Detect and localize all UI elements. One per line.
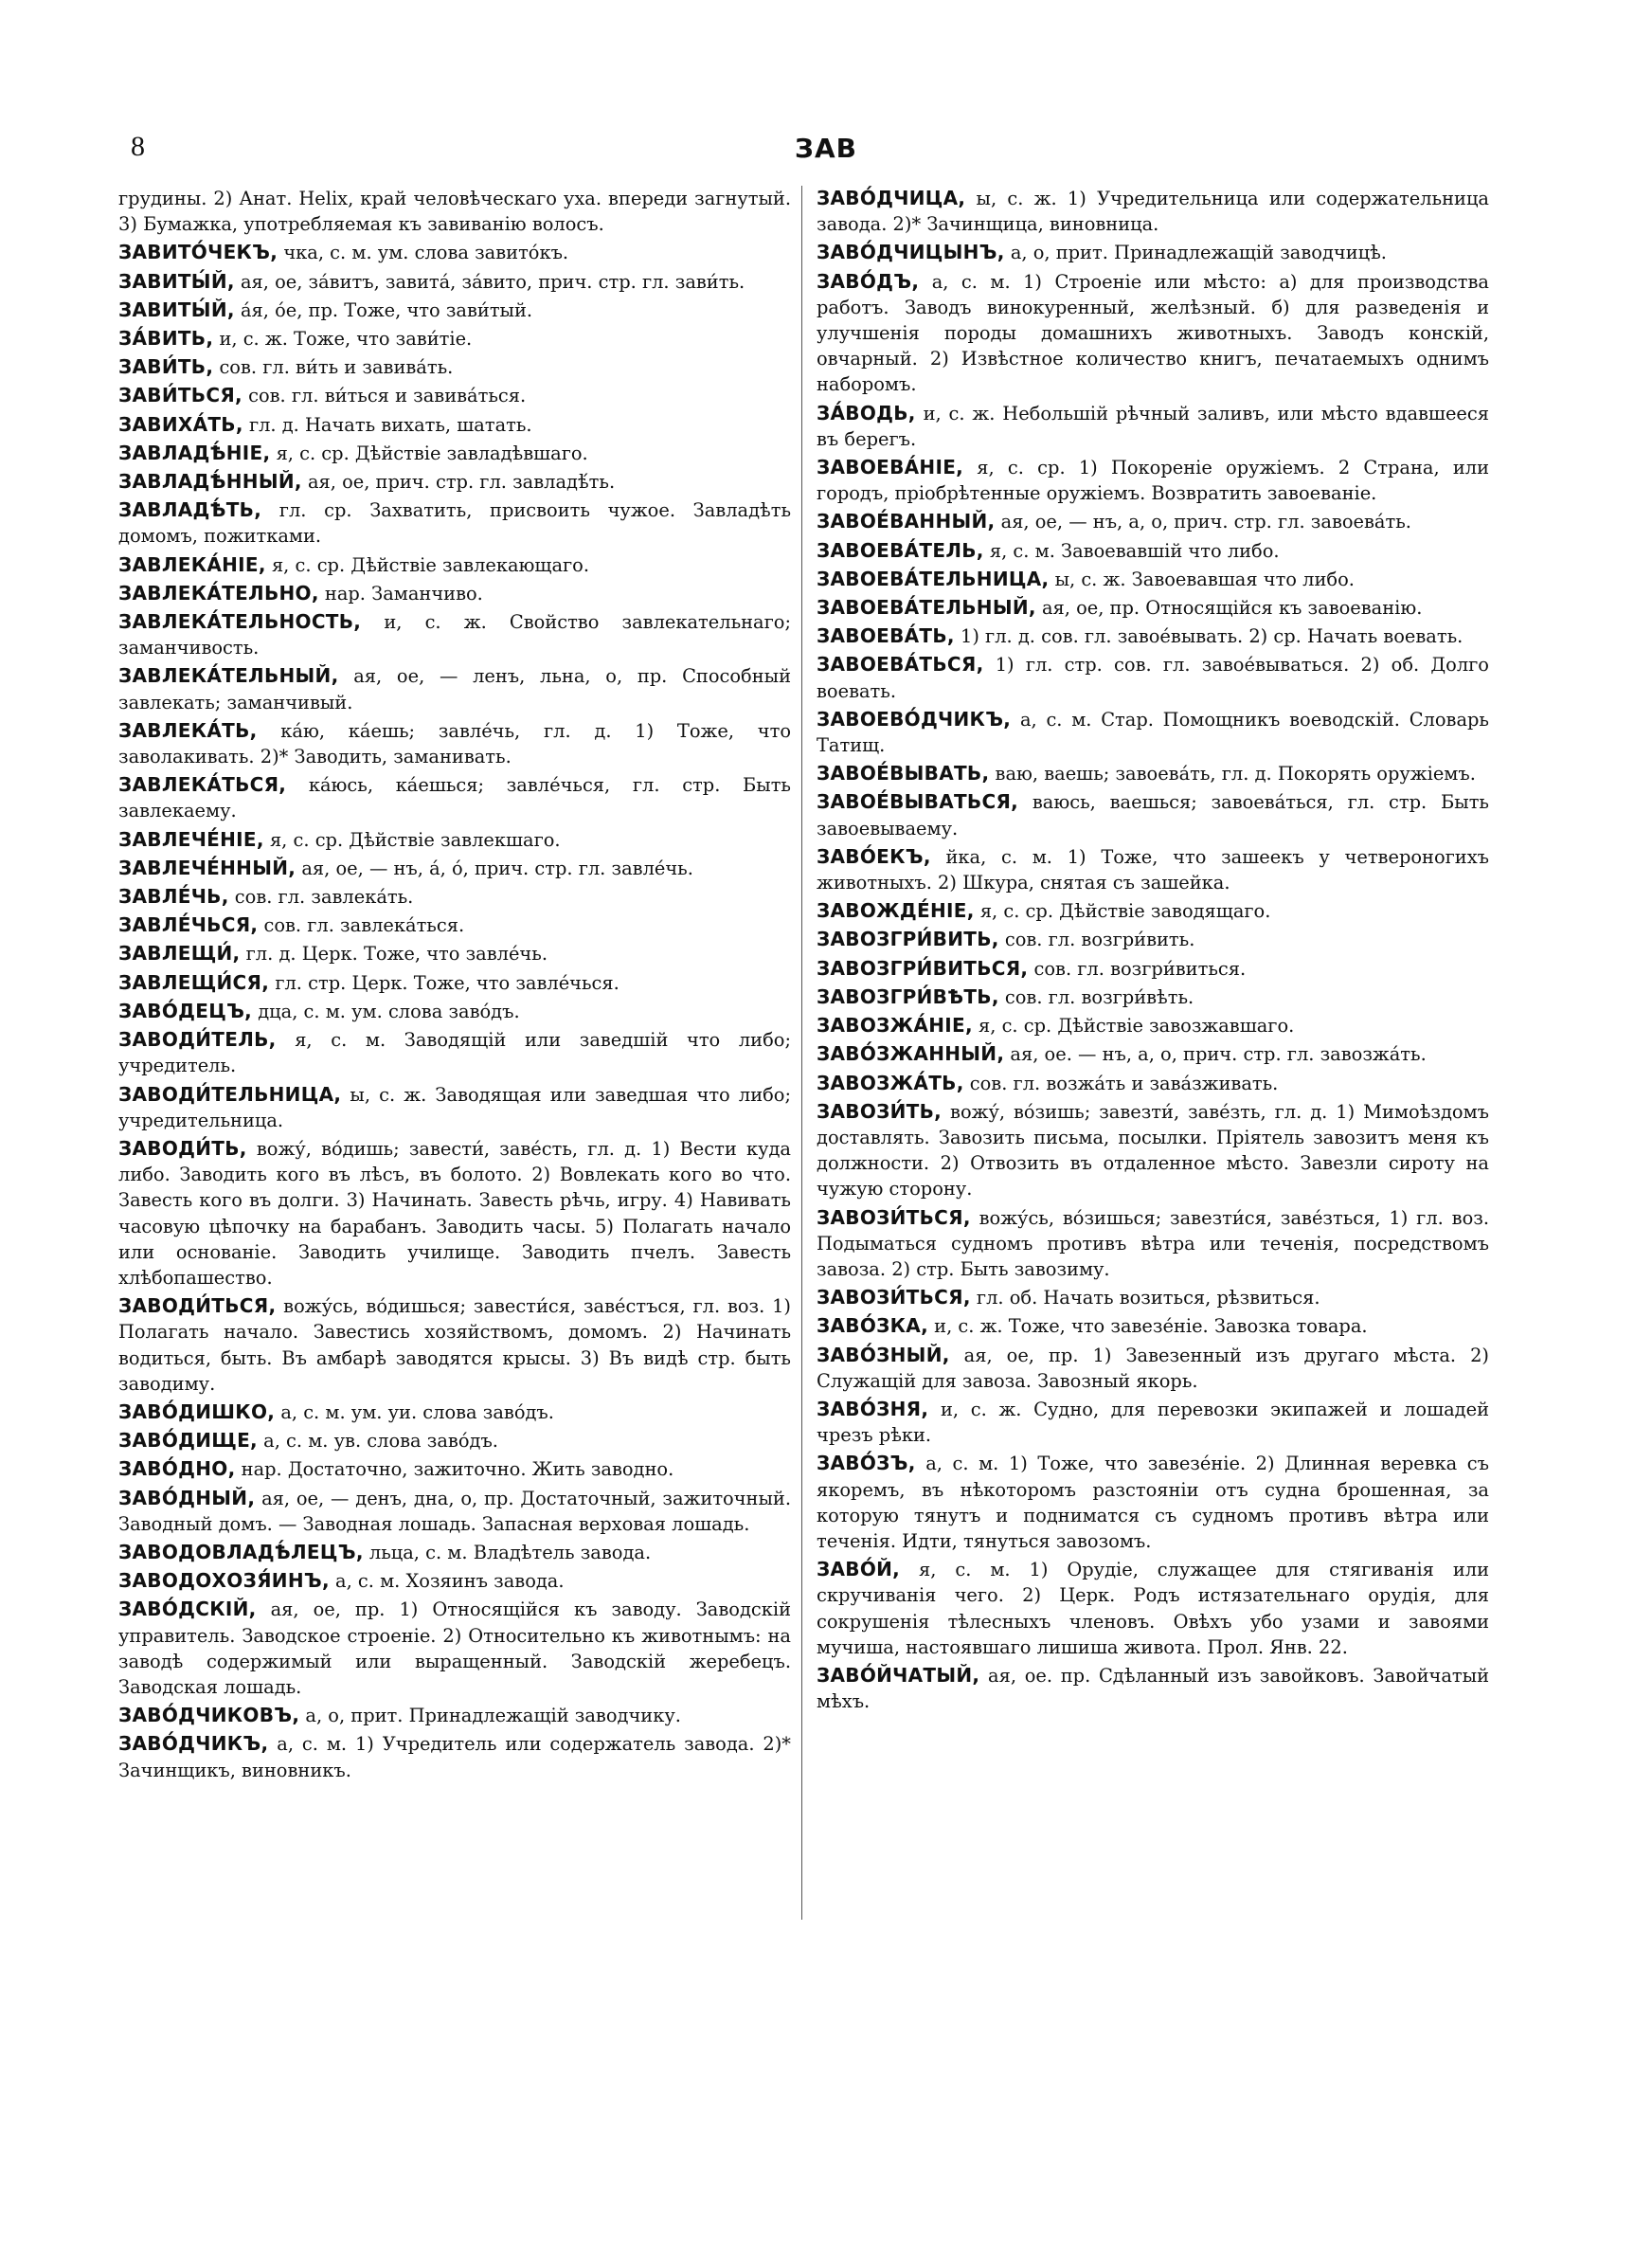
entry-headword: ЗАВИ́ТЬСЯ, [118,384,242,407]
entry-headword: ЗАВОЗИ́ТЬСЯ, [817,1205,971,1229]
entry-definition: ая, ое, — ленъ, льна, о, пр. Способный завлекать; заманчивый. [118,665,791,713]
entry-definition: сов. гл. ви́ть и завива́ть. [219,356,454,379]
entry-headword: ЗАВИТЫ́Й, [118,298,235,321]
entry-definition: нар. Достаточно, зажиточно. Жить заводно. [241,1458,674,1481]
entry-definition: дца, с. м. ум. слова заво́дъ. [258,1000,520,1022]
entry-headword: ЗАВОЗГРИ́ВѢТЬ, [817,984,999,1008]
entry-definition: я, с. ср. 1) Покореніе оружіемъ. 2 Страна, или городъ, пріобрѣтенные оружіемъ. Возвратить завоеваніе. [817,457,1489,505]
dictionary-entry [118,1731,791,1782]
entry-headword: ЗАВО́ЗНЫЙ, [817,1343,950,1366]
entry-headword: ЗАВЛЕКА́ТЬСЯ, [118,773,287,797]
entry-headword: ЗАВО́ЙЧАТЫЙ, [817,1663,980,1687]
entry-headword: ЗАВОЗЖА́ТЬ, [817,1071,964,1094]
dictionary-entry [817,652,1489,703]
entry-definition: ая, ое. — нъ, а, о, прич. стр. гл. завозжа́ть. [1010,1043,1427,1066]
entry-definition: гл. об. Начать возиться, рѣзвиться. [976,1287,1320,1309]
entry-headword: ЗАВО́ДНО, [118,1457,236,1481]
dictionary-entry [817,956,1489,982]
entry-headword: ЗАВОДИ́ТЬ, [118,1136,247,1160]
entry-headword: ЗАВЛАДѢ́ТЬ, [118,498,262,522]
entry-definition: сов. гл. завлека́ть. [234,886,414,909]
entry-definition: гл. д. Церк. Тоже, что завле́чь. [245,943,548,966]
entry-definition: вожу́сь, во́зишься; завезти́ся, заве́зться, 1) гл. воз. Подыматься судномъ противъ вѣтра или теченія, посредствомъ завоза. 2) стр. Быть завозиму. [817,1206,1489,1280]
entry-definition: ка́юсь, ка́ешься; завле́чься, гл. стр. Быть завлекаему. [118,774,791,822]
entry-headword: ЗАВОДОХОЗЯ́ИНЪ, [118,1569,330,1593]
entry-definition: ая, ое, за́витъ, завита́, за́вито, прич. стр. гл. зави́ть. [240,270,745,293]
dictionary-entry [817,1285,1489,1310]
entry-definition: ая, ое, — нъ, а, о, прич. стр. гл. завоева́ть. [1000,511,1411,533]
entry-definition: я, с. м. Завоевавшій что либо. [989,539,1280,562]
entry-definition: сов. гл. завлека́ться. [263,914,465,937]
dictionary-entry [817,1557,1489,1660]
entry-definition: сов. гл. возгри́вить. [1004,929,1195,951]
entry-headword: ЗАВО́ДЪ, [817,269,920,293]
dictionary-entry [118,772,791,823]
entry-headword: ЗАВО́ДЧИЦА, [817,187,966,209]
dictionary-entry [817,761,1489,786]
dictionary-entry [118,354,791,380]
entry-definition: и, с. ж. Свойство завлекательнаго; заманчивость. [118,611,791,659]
dictionary-entry [118,827,791,853]
dictionary-entry [118,412,791,438]
dictionary-entry [118,326,791,352]
dictionary-entry [118,240,791,265]
entry-headword: ЗАВОЗИ́ТЬ, [817,1099,943,1123]
entry-headword: ЗАВО́ДЕЦЪ, [118,999,253,1022]
entry-definition: 1) гл. стр. сов. гл. завое́вываться. 2) об. Долго воевать. [817,654,1489,702]
dictionary-entry [118,999,791,1024]
dictionary-entry [817,1013,1489,1038]
entry-headword: ЗАВЛЕ́ЧЬ, [118,885,229,909]
dictionary-entry [118,609,791,660]
entry-definition: а, о, прит. Принадлежащій заводчицѣ. [1010,242,1387,264]
right-column [817,186,1489,1717]
entry-definition: ы, с. ж. Завоевавшая что либо. [1054,568,1355,590]
dictionary-entry [817,898,1489,924]
dictionary-entry [118,298,791,323]
dictionary-entry [817,538,1489,564]
entry-headword: ЗАВИХА́ТЬ, [118,412,243,436]
entry-headword: ЗАВОЕВА́ТЕЛЬ, [817,538,984,562]
entry-headword: ЗАВОЗГРИ́ВИТЬ, [817,928,999,951]
dictionary-entry [817,1451,1489,1554]
entry-definition: а, с. м. Стар. Помощникъ воеводскій. Словарь Татищ. [817,708,1489,757]
entry-headword: ЗАВЛЕКА́НІЕ, [118,552,266,576]
entry-headword: ЗАВО́ЕКЪ, [817,844,931,868]
entry-definition: я, с. ср. Дѣйствіе заводящаго. [979,900,1271,923]
entry-definition: 1) гл. д. сов. гл. завое́вывать. 2) ср. Начать воевать. [960,625,1463,648]
dictionary-entry [118,1027,791,1078]
dictionary-entry [118,1456,791,1482]
entry-definition: я, с. м. 1) Орудіе, служащее для стягиванія или скручиванія чего. 2) Церк. Родъ истязательнаго орудія, для сокрушенія тѣлесныхъ членовъ. Овѣхъ убо узами и завоями мучиша, настоявшаго лишиша живота. Прол. Янв. 22. [817,1559,1489,1658]
entry-headword: ЗАВОЕ́ВЫВАТЬ, [817,762,990,785]
entry-definition: гл. стр. Церк. Тоже, что завле́чься. [275,971,620,994]
dictionary-entry [817,401,1489,452]
entry-headword: ЗАВИТЫ́Й, [118,269,235,293]
dictionary-entry [118,497,791,549]
dictionary-entry [817,707,1489,758]
entry-headword: ЗАВОДИ́ТЬСЯ, [118,1294,277,1318]
entry-headword: ЗА́ВИТЬ, [118,327,214,351]
entry-definition: гл. д. Начать вихать, шатать. [248,413,532,436]
entry-definition: вожу́, во́зишь; завезти́, заве́зть, гл. д. 1) Мимоѣздомъ доставлять. Завозить письма, посылки. Пріятель завозитъ меня къ должности. 2) Отвозить въ отдаленное мѣсто. Завезли сироту на чужую сторону. [817,1100,1489,1201]
entry-definition: а, с. м. 1) Тоже, что завезе́ніе. 2) Длинная веревка съ якоремъ, въ нѣкоторомъ разстояніи отъ судна брошенная, за которую тянутъ и подниматся съ судномъ противъ вѣтра или теченія. Идти, тянуться завозомъ. [817,1453,1489,1552]
entry-headword: ЗАВОЕВА́ТЬСЯ, [817,653,984,677]
entry-headword: ЗАВОЗЖА́НІЕ, [817,1014,973,1038]
entry-headword: ЗА́ВОДЬ, [817,401,916,424]
entry-headword: ЗАВОЕВО́ДЧИКЪ, [817,707,1012,731]
dictionary-entry [118,383,791,408]
entry-headword: ЗАВОДОВЛАДѢ́ЛЕЦЪ, [118,1540,364,1563]
dictionary-entry [817,567,1489,592]
entry-headword: ЗАВЛЕКА́ТЬ, [118,718,258,742]
dictionary-entry [118,1293,791,1397]
entry-headword: ЗАВЛАДѢ́НІЕ, [118,441,271,464]
dictionary-entry [817,844,1489,895]
entry-definition: я, с. м. Заводящій или заведшій что либо; учредитель. [118,1029,791,1077]
entry-definition: ы, с. ж. Заводящая или заведшая что либо; учредительница. [118,1083,791,1131]
entry-definition: я, с. ср. Дѣйствіе завладѣвшаго. [276,442,588,464]
dictionary-entry [118,856,791,881]
entry-definition: вожу́сь, во́дишься; завести́ся, заве́стъся, гл. воз. 1) Полагать начало. Завестись хозяйствомъ, домомъ. 2) Начинать водиться, быть. Въ амбарѣ заводятся крысы. 3) Въ видѣ стр. быть заводиму. [118,1295,791,1395]
dictionary-entry [817,509,1489,534]
entry-definition: а, с. м. ум. уи. слова заво́дъ. [280,1400,554,1423]
dictionary-entry [118,1136,791,1291]
entry-headword: ЗАВО́ДИЩЕ, [118,1429,258,1453]
entry-definition: йка, с. м. 1) Тоже, что зашеекъ у четвероногихъ животныхъ. 2) Шкура, снятая съ зашейка. [817,845,1489,894]
entry-headword: ЗАВЛЕЩИ́, [118,942,241,966]
entry-headword: ЗАВО́ДИШКО, [118,1399,276,1423]
dictionary-entry [817,623,1489,649]
entry-headword: ЗАВОДИ́ТЕЛЬНИЦА, [118,1082,342,1106]
dictionary-entry [118,718,791,769]
dictionary-entry [817,1071,1489,1096]
entry-definition: и, с. ж. Тоже, что завезе́ніе. Завозка товара. [934,1315,1368,1338]
dictionary-entry [118,441,791,466]
entry-definition: а, о, прит. Принадлежащій заводчику. [305,1705,681,1727]
entry-definition: и, с. ж. Судно, для перевозки экипажей и лошадей чрезъ рѣки. [817,1398,1490,1447]
entry-headword: ЗАВО́ЗЪ, [817,1452,916,1475]
dictionary-entry [118,941,791,966]
entry-definition: а́я, о́е, пр. Тоже, что зави́тый. [240,298,533,321]
entry-definition: ваюсь, ваешься; завоева́ться, гл. стр. Быть завоевываему. [817,791,1489,840]
dictionary-entry [118,186,791,237]
entry-headword: ЗАВЛЕЧЕ́ННЫЙ, [118,856,296,879]
entry-headword: ЗАВЛЕКА́ТЕЛЬНЫЙ, [118,664,339,688]
dictionary-entry [118,469,791,495]
dictionary-entry [817,186,1489,237]
dictionary-entry [817,269,1489,398]
entry-definition: я, с. ср. Дѣйствіе завозжавшаго. [979,1015,1295,1038]
entry-definition: сов. гл. возгри́виться. [1033,957,1247,980]
entry-headword: ЗАВОЗИ́ТЬСЯ, [817,1286,971,1309]
entry-definition: ы, с. ж. 1) Учредительница или содержательница завода. 2)* Зачинщица, виновница. [817,188,1489,236]
entry-definition: сов. гл. возжа́ть и зава́зживать. [969,1072,1279,1094]
entry-headword: ЗАВЛЕКА́ТЕЛЬНОСТЬ, [118,610,362,634]
entry-definition: я, с. ср. Дѣйствіе завлекшаго. [269,828,561,851]
column-divider [801,186,802,1920]
entry-definition: чка, с. м. ум. слова завито́къ. [283,242,569,264]
dictionary-entry [817,1397,1489,1448]
entry-headword: ЗАВОЕВА́ТЕЛЬНЫЙ, [817,596,1036,620]
entry-headword: ЗАВО́ДЧИКОВЪ, [118,1704,300,1727]
dictionary-entry [118,1597,791,1700]
entry-definition: ая, ое, прич. стр. гл. завладѣ́ть. [307,471,616,494]
entry-definition: я, с. ср. Дѣйствіе завлекающаго. [271,553,590,576]
dictionary-entry [817,1041,1489,1067]
entry-headword: ЗАВЛЕЩИ́СЯ, [118,970,270,994]
dictionary-entry [118,1428,791,1454]
dictionary-entry [817,1313,1489,1339]
entry-definition: и, с. ж. Тоже, что зави́тіе. [219,328,473,351]
dictionary-entry [118,912,791,938]
dictionary-entry [118,663,791,714]
entry-definition: ая, ое, — денъ, дна, о, пр. Достаточный, зажиточный. Заводный домъ. — Заводная лошадь. Запасная верховая лошадь. [118,1487,791,1535]
entry-headword: ЗАВО́ДЧИКЪ, [118,1732,269,1756]
entry-definition: а, с. м. Хозяинъ завода. [335,1570,565,1593]
entry-headword: ЗАВОЕ́ВЫВАТЬСЯ, [817,790,1019,814]
dictionary-entry [817,455,1489,506]
entry-headword: ЗАВО́ДЧИЦЫНЪ, [817,241,1005,264]
entry-definition: ая, ое, пр. Относящійся къ завоеванію. [1041,597,1423,620]
dictionary-entry [118,269,791,295]
dictionary-entry [118,1399,791,1425]
entry-headword: ЗАВОЕВА́ТЬ, [817,624,955,648]
page-number: 8 [131,131,145,162]
dictionary-entry [817,1663,1489,1714]
entry-headword: ЗАВОДИ́ТЕЛЬ, [118,1028,277,1052]
dictionary-entry [817,1099,1489,1202]
dictionary-entry [118,1486,791,1537]
entry-headword: ЗАВОЗГРИ́ВИТЬСЯ, [817,956,1029,980]
entry-definition: грудины. 2) Анат. Helix, край человѣческаго уха. впереди загнутый. 3) Бумажка, употребляемая къ завиванію волосъ. [118,188,791,236]
dictionary-entry [118,552,791,578]
entry-definition: а, с. м. ув. слова заво́дъ. [263,1430,498,1453]
entry-headword: ЗАВОЕВА́НІЕ, [817,456,964,479]
dictionary-entry [817,984,1489,1010]
entry-headword: ЗАВОЕВА́ТЕЛЬНИЦА, [817,567,1050,590]
entry-definition: ка́ю, ка́ешь; завле́чь, гл. д. 1) Тоже, что заволакивать. 2)* Заводить, заманивать. [118,719,792,768]
entry-definition: ая, ое, пр. 1) Завезенный изъ другаго мѣста. 2) Служащій для завоза. Завозный якорь. [817,1344,1489,1392]
entry-definition: вожу́, во́дишь; завести́, заве́сть, гл. д. 1) Вести куда либо. Заводить кого въ лѣсъ, въ болото. 2) Вовлекать кого во что. Завесть кого въ долги. 3) Начинать. Завесть рѣчь, игру. 4) Навивать часовую цѣпочку на барабанъ. Заводить часы. 5) Полагать начало или основаніе. Заводить училище. Заводить пчелъ. Завесть хлѣбопашество. [118,1137,791,1289]
entry-headword: ЗАВЛЕЧЕ́НІЕ, [118,827,264,851]
entry-definition: ая, ое. пр. Сдѣланный изъ завойковъ. Завойчатый мѣхъ. [817,1664,1489,1713]
dictionary-entry [118,1082,791,1133]
entry-headword: ЗАВИТО́ЧЕКЪ, [118,241,278,264]
entry-definition: сов. гл. возгри́вѣть. [1004,985,1194,1008]
entry-definition: гл. ср. Захватить, присвоить чужое. Завладѣть домомъ, пожитками. [118,499,791,548]
dictionary-entry [817,927,1489,952]
entry-definition: а, с. м. 1) Строеніе или мѣсто: а) для производства работъ. Заводъ винокуренный, желѣзный. б) для разведенія и улучшенія породы домашнихъ животныхъ. Заводъ конскій, овчарный. 2) Извѣстное количество книгъ, печатаемыхъ однимъ наборомъ. [817,270,1489,396]
dictionary-entry [118,1568,791,1594]
dictionary-entry [817,240,1489,265]
entry-headword: ЗАВЛЕКА́ТЕЛЬНО, [118,581,319,605]
entry-definition: и, с. ж. Небольшій рѣчный заливъ, или мѣсто вдавшееся въ берегъ. [817,402,1489,450]
entry-headword: ЗАВО́ЗКА, [817,1314,928,1338]
dictionary-entry [118,970,791,996]
entry-definition: ваю, ваешь; завоева́ть, гл. д. Покорять оружіемъ. [995,763,1476,785]
entry-headword: ЗАВО́Й, [817,1558,901,1581]
entry-definition: льца, с. м. Владѣтель завода. [368,1541,652,1563]
entry-headword: ЗАВОЕ́ВАННЫЙ, [817,510,996,533]
dictionary-entry [817,1205,1489,1283]
entry-headword: ЗАВЛАДѢ́ННЫЙ, [118,470,302,494]
entry-definition: нар. Заманчиво. [324,582,483,605]
dictionary-entry [118,1703,791,1728]
entry-definition: ая, ое, пр. 1) Относящійся къ заводу. Заводскій управитель. Заводское строеніе. 2) Относительно къ животнымъ: на заводѣ содержимый или выращенный. Заводскій жеребецъ. Заводская лошадь. [118,1598,791,1698]
dictionary-entry [118,884,791,910]
dictionary-entry [118,581,791,606]
dictionary-entry [817,789,1489,840]
running-head: ЗАВ [795,133,857,164]
entry-headword: ЗАВО́ЗНЯ, [817,1397,929,1420]
left-column [118,186,791,1786]
entry-definition: сов. гл. ви́ться и завива́ться. [248,385,527,407]
dictionary-entry [817,1343,1489,1394]
entry-definition: ая, ое, — нъ, а́, о́, прич. стр. гл. завле́чь. [301,857,693,879]
dictionary-entry [118,1540,791,1565]
entry-headword: ЗАВО́ДСКІЙ, [118,1598,257,1621]
entry-headword: ЗАВОЖДЕ́НІЕ, [817,899,975,923]
entry-headword: ЗАВО́ЗЖАННЫЙ, [817,1042,1005,1066]
entry-headword: ЗАВО́ДНЫЙ, [118,1486,256,1509]
entry-headword: ЗАВЛЕ́ЧЬСЯ, [118,913,259,937]
dictionary-entry [817,595,1489,621]
entry-definition: а, с. м. 1) Учредитель или содержатель завода. 2)* Зачинщикъ, виновникъ. [118,1733,792,1781]
entry-headword: ЗАВИ́ТЬ, [118,355,214,379]
